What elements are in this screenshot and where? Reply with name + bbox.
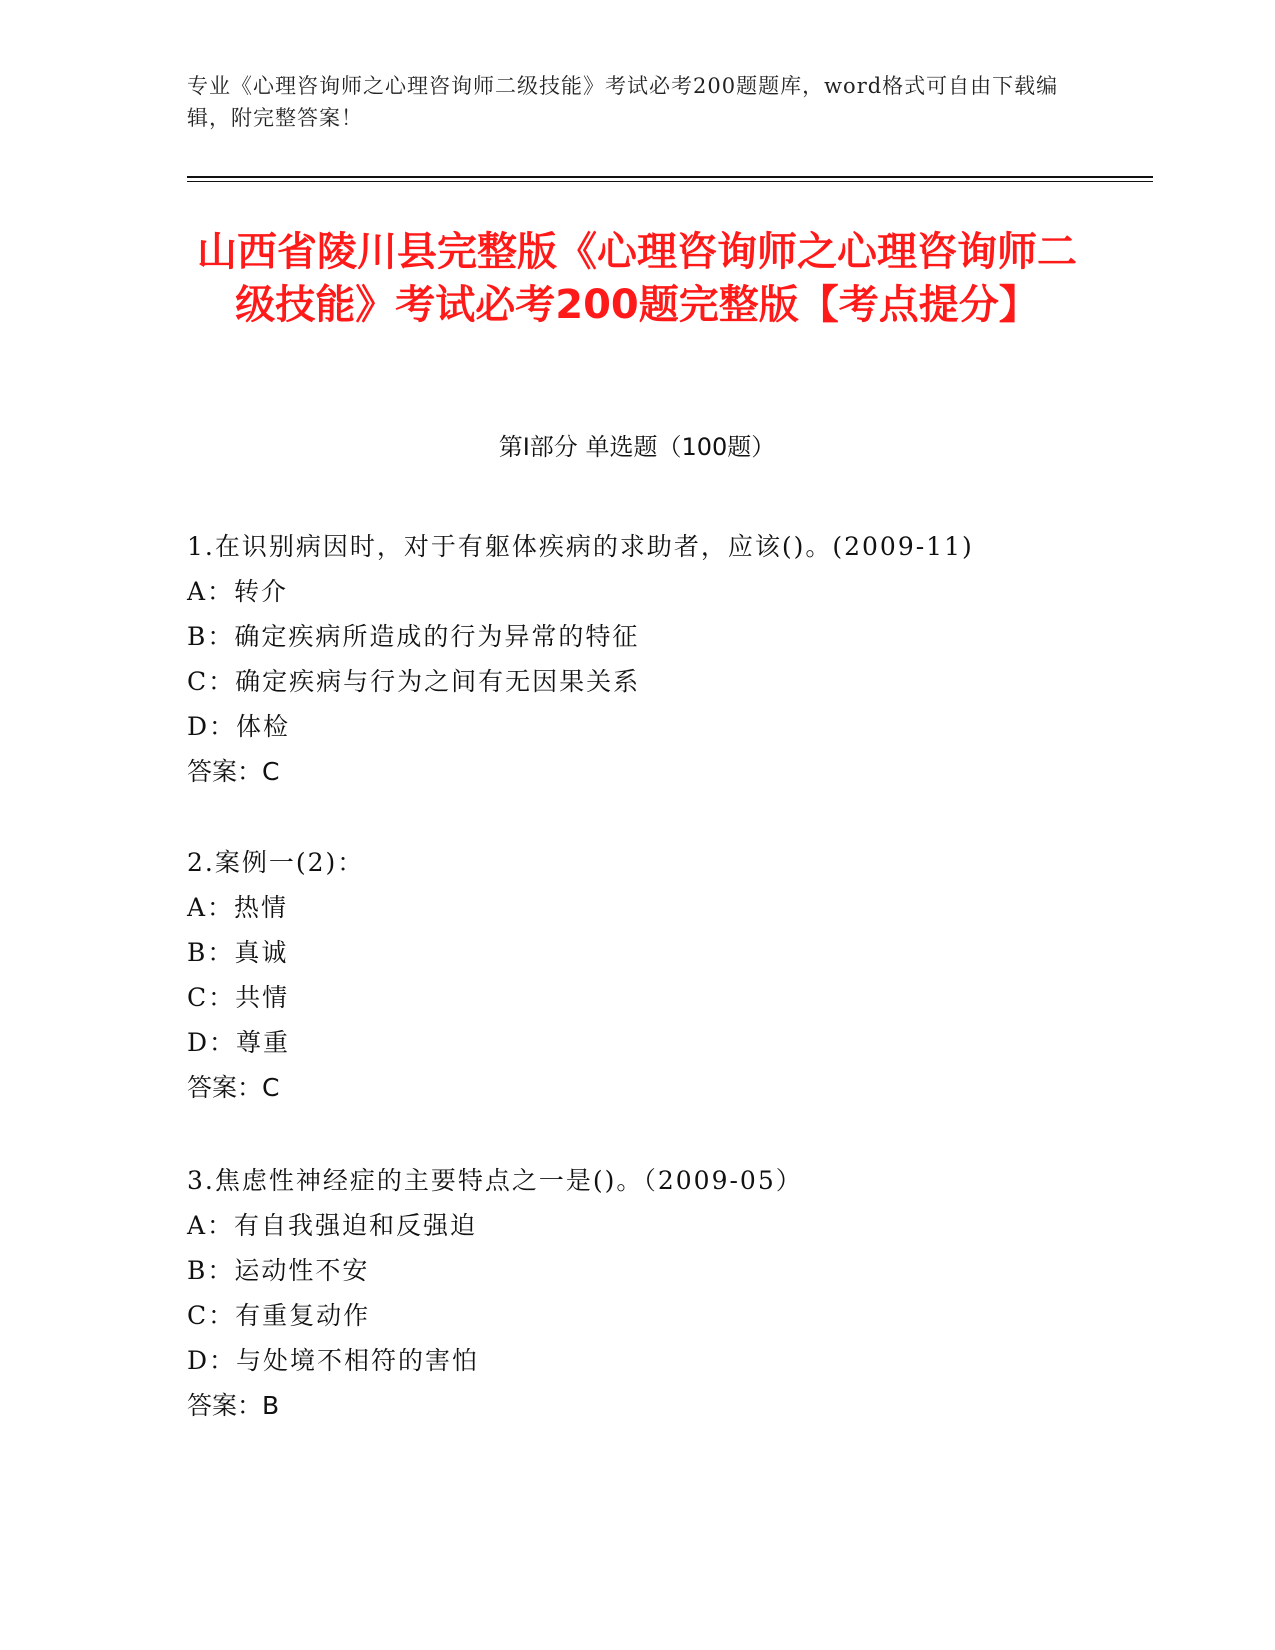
answer: 答案：C — [187, 1073, 280, 1102]
option-d: D：尊重 — [187, 1028, 291, 1057]
question-1 — [187, 524, 1187, 794]
option-a: A：转介 — [187, 577, 289, 606]
question-2 — [187, 840, 1187, 1110]
header-rule-thick — [187, 176, 1153, 178]
question-stem: 1.在识别病因时，对于有躯体疾病的求助者，应该()。(2009-11) — [187, 532, 974, 561]
answer: 答案：B — [187, 1391, 280, 1420]
answer: 答案：C — [187, 757, 280, 786]
question-stem: 2.案例一(2)： — [187, 848, 365, 877]
header-rule-thin — [187, 181, 1153, 182]
option-b: B：真诚 — [187, 938, 289, 967]
option-d: D：体检 — [187, 712, 291, 741]
option-b: B：确定疾病所造成的行为异常的特征 — [187, 622, 640, 651]
option-d: D：与处境不相符的害怕 — [187, 1346, 480, 1375]
section-title: 第I部分 单选题（100题） — [498, 433, 776, 461]
option-c: C：确定疾病与行为之间有无因果关系 — [187, 667, 641, 696]
option-c: C：有重复动作 — [187, 1301, 371, 1330]
question-stem: 3.焦虑性神经症的主要特点之一是()。（2009-05） — [187, 1166, 803, 1195]
option-a: A：有自我强迫和反强迫 — [187, 1211, 478, 1240]
option-a: A：热情 — [187, 893, 289, 922]
header-note: 专业《心理咨询师之心理咨询师二级技能》考试必考200题题库，word格式可自由下载编辑，附完整答案！ — [187, 74, 1059, 130]
option-b: B：运动性不安 — [187, 1256, 370, 1285]
question-3 — [187, 1158, 1187, 1428]
document-title: 山西省陵川县完整版《心理咨询师之心理咨询师二级技能》考试必考200题完整版【考点提分】 — [197, 229, 1077, 328]
option-c: C：共情 — [187, 983, 290, 1012]
